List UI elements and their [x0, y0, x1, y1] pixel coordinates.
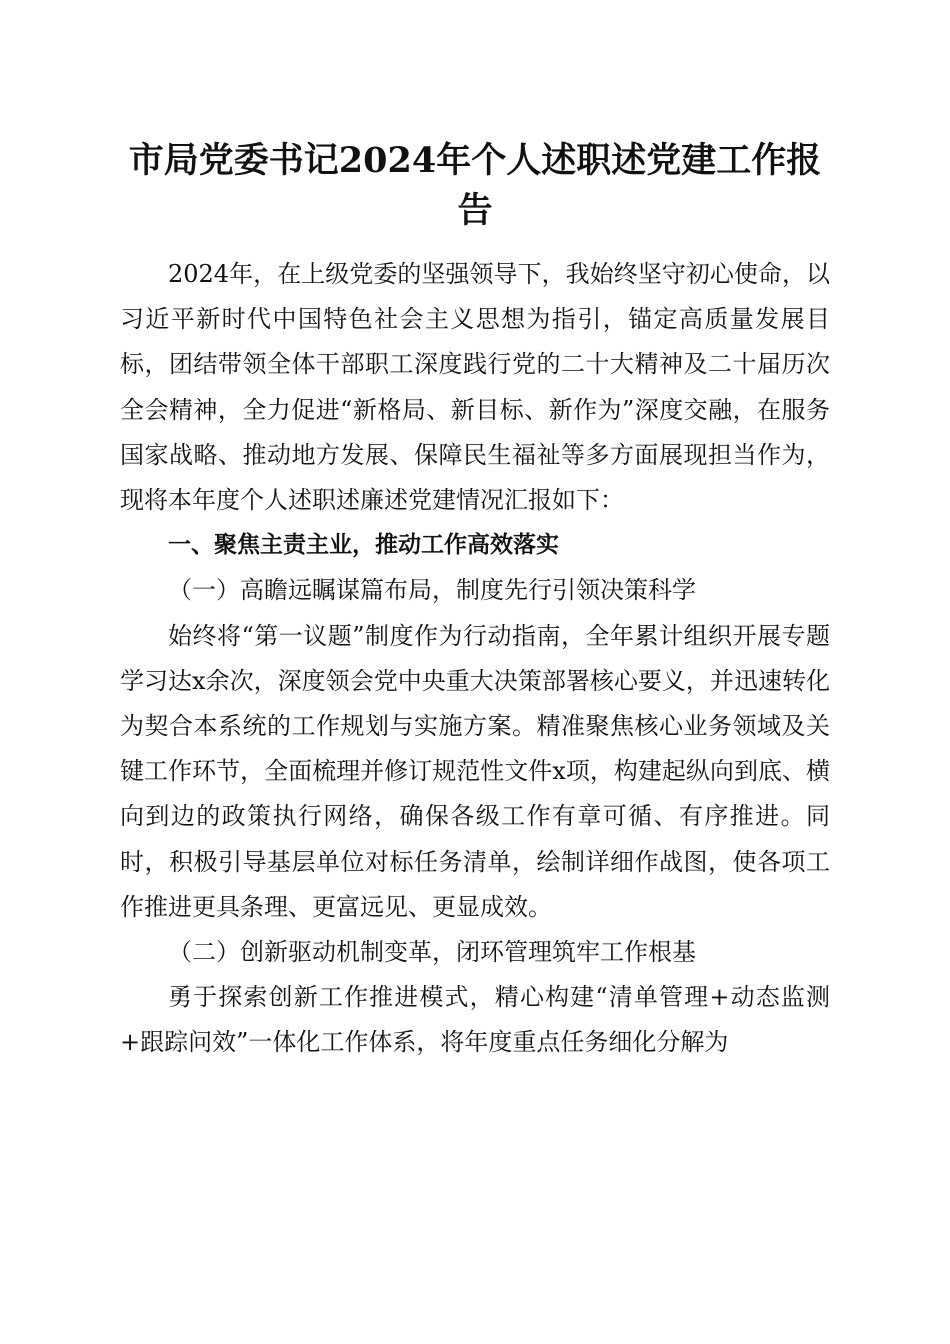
body-paragraph-2: 勇于探索创新工作推进模式，精心构建“清单管理+动态监测+跟踪问效”一体化工作体系，将年度重点任务细化分解为: [120, 983, 830, 1057]
body-paragraph-1: 始终将“第一议题”制度作为行动指南，全年累计组织开展专题学习达x余次，深度领会党中央重大决策部署核心要义，并迅速转化为契合本系统的工作规划与实施方案。精准聚焦核心业务领域及关键工作环节，全面梳理并修订规范性文件x项，构建起纵向到底、横向到边的政策执行网络，确保各级工作有章可循、有序推进。同时，积极引导基层单位对标任务清单，绘制详细作战图，使各项工作推进更具条理、更富远见、更显成效。: [120, 621, 830, 921]
subsection-heading-1: （一）高瞻远瞩谋篇布局，制度先行引领决策科学: [168, 576, 696, 605]
subsection-heading-2: （二）创新驱动机制变革，闭环管理筑牢工作根基: [168, 938, 696, 967]
section-heading-1: 一、聚焦主责主业，推动工作高效落实: [168, 532, 559, 559]
intro-paragraph: 2024年，在上级党委的坚强领导下，我始终坚守初心使命，以习近平新时代中国特色社会主义思想为指引，锚定高质量发展目标，团结带领全体干部职工深度践行党的二十大精神及二十届历次全会精神，全力促进“新格局、新目标、新作为”深度交融，在服务国家战略、推动地方发展、保障民生福祉等多方面展现担当作为，现将本年度个人述职述廉述党建情况汇报如下：: [120, 260, 830, 515]
document-body: [120, 252, 830, 1066]
document-title: 市局党委书记2024年个人述职述党建工作报告: [128, 140, 822, 231]
